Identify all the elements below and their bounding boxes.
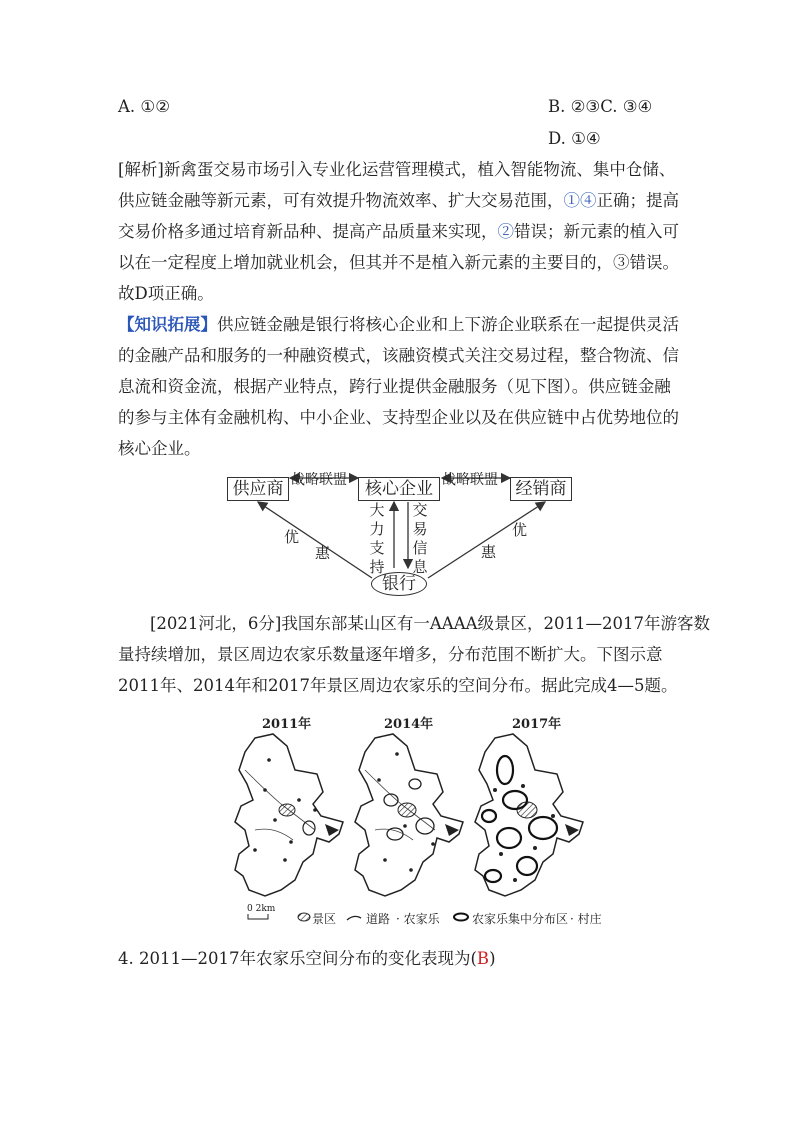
option-bc: B. ②③C. ③④ xyxy=(548,97,653,116)
support-char-3: 支 xyxy=(369,539,385,557)
trade-info-char-2: 易 xyxy=(412,520,428,538)
pref-right-char-2: 惠 xyxy=(481,543,497,561)
question-intro-line-2: 量持续增加，景区周边农家乐数量逐年增多，分布范围不断扩大。下图示意 xyxy=(118,645,663,664)
trade-info-char-4: 息 xyxy=(412,558,428,576)
analysis-line-5: 故D项正确。 xyxy=(118,284,214,303)
analysis-line-4: 以在一定程度上增加就业机会，但其并不是植入新元素的主要目的，③错误。 xyxy=(118,253,679,272)
map-2011 xyxy=(235,734,343,896)
map-2014 xyxy=(355,734,463,896)
legend-road-icon xyxy=(346,914,362,922)
question-intro-line-1: [2021河北，6分]我国东部某山区有一AAAA级景区，2011—2017年游客数 xyxy=(150,614,711,633)
question-intro-line-3: 2011年、2014年和2017年景区周边农家乐的空间分布。据此完成4—5题。 xyxy=(118,676,678,695)
support-char-2: 力 xyxy=(369,520,385,538)
analysis-ref-2: ② xyxy=(497,222,514,241)
support-char-4: 持 xyxy=(369,558,385,576)
bank-node: 银行 xyxy=(371,572,427,596)
analysis-ref-14: ①④ xyxy=(563,191,597,210)
core-enterprise-box: 核心企业 xyxy=(358,477,440,501)
dealer-box: 经销商 xyxy=(510,477,572,501)
pref-left-char-2: 惠 xyxy=(315,544,331,562)
legend-scenic: 景区 xyxy=(312,912,337,926)
option-a: A. ①② xyxy=(118,97,170,116)
legend-scale: 0 2km xyxy=(247,904,276,914)
analysis-line-3c: 错误；新元素的植入可 xyxy=(514,222,679,241)
question-4-text: 4. 2011—2017年农家乐空间分布的变化表现为( xyxy=(118,949,477,968)
trade-info-char-3: 信 xyxy=(412,539,428,557)
analysis-line-2a: 供应链金融等新元素，可有效提升物流效率、扩大交易范围， xyxy=(118,191,564,210)
map-panels xyxy=(225,730,585,905)
question-4-answer: B xyxy=(476,949,490,968)
map-year-2011: 2011年 xyxy=(262,717,312,732)
legend-scale-bar xyxy=(247,913,269,921)
alliance-left-label: 战略联盟 xyxy=(291,472,347,488)
alliance-right-label: 战略联盟 xyxy=(442,472,498,488)
question-4-close: ) xyxy=(489,949,496,968)
extension-line-5: 核心企业。 xyxy=(118,439,201,458)
map-year-2014: 2014年 xyxy=(384,717,434,732)
trade-info-char-1: 交 xyxy=(412,501,428,519)
legend-zone-icon xyxy=(452,912,470,922)
legend-road: 道路 xyxy=(366,912,391,926)
pref-left-char-1: 优 xyxy=(284,528,300,546)
map-2017 xyxy=(475,734,583,896)
extension-line-4: 的参与主体有金融机构、中小企业、支持型企业以及在供应链中占优势地位的 xyxy=(118,408,679,427)
legend-village: · 村庄 xyxy=(570,912,602,926)
extension-line-3: 息流和资金流，根据产业特点，跨行业提供金融服务（见下图）。供应链金融 xyxy=(118,377,671,396)
map-year-2017: 2017年 xyxy=(512,717,562,732)
analysis-line-1: [解析]新禽蛋交易市场引入专业化运营管理模式，植入智能物流、集中仓储、 xyxy=(118,160,676,179)
option-d: D. ①④ xyxy=(548,129,601,148)
analysis-line-3 xyxy=(118,222,679,242)
pref-right-char-1: 优 xyxy=(512,521,528,539)
analysis-line-2c: 正确；提高 xyxy=(596,191,679,210)
extension-line-2: 的金融产品和服务的一种融资模式，该融资模式关注交易过程，整合物流、信 xyxy=(118,346,679,365)
legend-zone: 农家乐集中分布区 xyxy=(472,912,569,926)
analysis-line-2 xyxy=(118,191,679,211)
legend-farm: · 农家乐 xyxy=(396,912,440,926)
extension-line-1 xyxy=(118,315,679,335)
extension-line-1-text: 供应链金融是银行将核心企业和上下游企业联系在一起提供灵活 xyxy=(217,315,679,334)
question-4 xyxy=(118,949,496,969)
supplier-box: 供应商 xyxy=(227,477,289,501)
support-char-1: 大 xyxy=(369,501,385,519)
analysis-line-3a: 交易价格多通过培育新品种、提高产品质量来实现， xyxy=(118,222,498,241)
extension-tag: 【知识拓展】 xyxy=(118,315,217,334)
legend-scenic-icon xyxy=(297,912,311,922)
